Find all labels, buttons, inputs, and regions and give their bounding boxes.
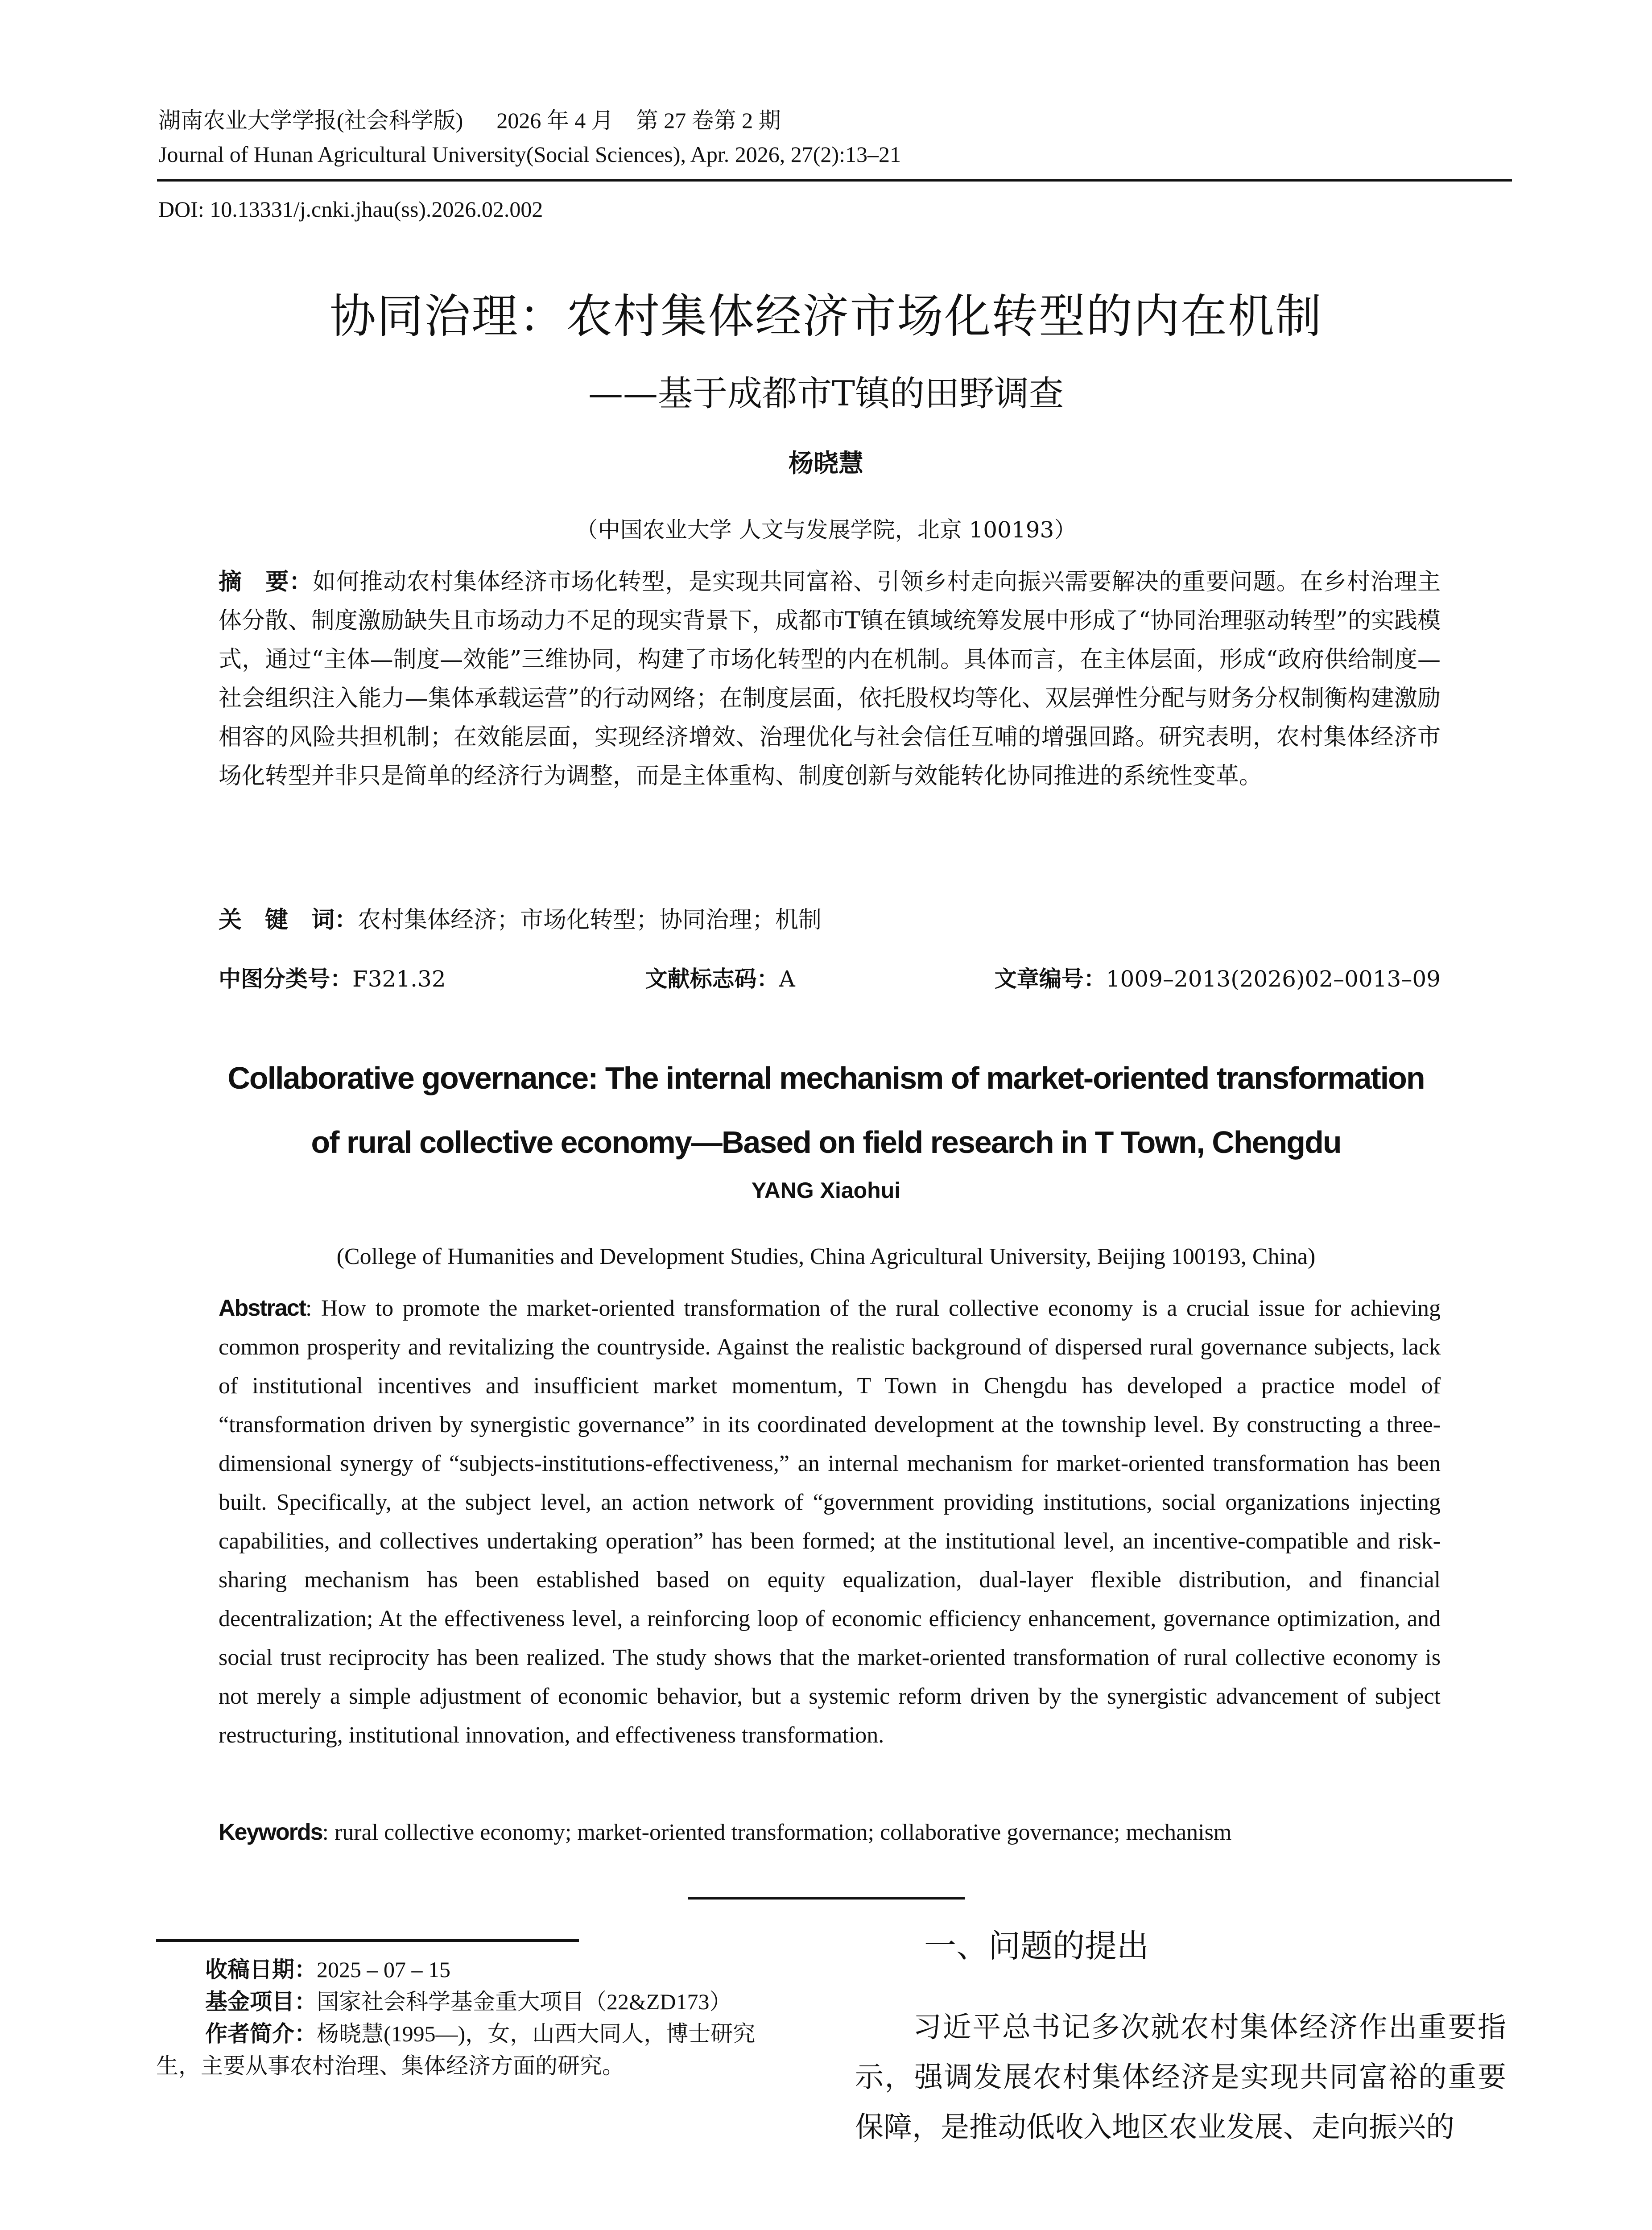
doi: DOI: 10.13331/j.cnki.jhau(ss).2026.02.002 [158, 197, 543, 222]
clc [219, 961, 446, 993]
abstract-en-label: Abstract [219, 1295, 306, 1321]
abstract-cn [219, 563, 1441, 796]
author-cn: 杨晓慧 [789, 449, 863, 478]
volume-issue-cn: 第 27 卷第 2 期 [636, 108, 781, 133]
section-body: 习近平总书记多次就农村集体经济作出重要指示，强调发展农村集体经济是实现共同富裕的重要保障，是推动低收入地区农业发展、走向振兴的 [855, 2011, 1506, 2144]
footnote-bio [156, 2018, 798, 2082]
abstract-cn-label: 摘 要： [219, 569, 313, 595]
keywords-en-text: : rural collective economy; market-oriented transformation; collaborative governance; mechanism [322, 1820, 1232, 1845]
affiliation-en: (College of Humanities and Development Studies, China Agricultural University, Beijing 100193, China) [336, 1244, 1316, 1269]
journal-header-cn [158, 107, 781, 134]
bio-label: 作者简介： [205, 2021, 317, 2047]
bio-value: 杨晓慧(1995—)，女，山西大同人，博士研究生，主要从事农村治理、集体经济方面的研究。 [156, 2021, 756, 2078]
abstract-cn-text: 如何推动农村集体经济市场化转型，是实现共同富裕、引领乡村走向振兴需要解决的重要问题。在乡村治理主体分散、制度激励缺失且市场动力不足的现实背景下，成都市T镇在镇域统筹发展中形成了“协同治理驱动转型”的实践模式，通过“主体—制度—效能”三维协同，构建了市场化转型的内在机制。具体而言，在主体层面，形成“政府供给制度—社会组织注入能力—集体承载运营”的行动网络；在制度层面，依托股权均等化、双层弹性分配与财务分权制衡构建激励相容的风险共担机制；在效能层面，实现经济增效、治理优化与社会信任互哺的增强回路。研究表明，农村集体经济市场化转型并非只是简单的经济行为调整，而是主体重构、制度创新与效能转化协同推进的系统性变革。 [219, 569, 1441, 789]
footnote-received [156, 1953, 798, 1986]
subtitle-cn: ——基于成都市T镇的田野调查 [588, 374, 1064, 414]
issue-date-cn: 2026 年 4 月 [496, 108, 614, 133]
abstract-en [219, 1289, 1441, 1755]
affiliation-cn: （中国农业大学 人文与发展学院，北京 100193） [575, 517, 1077, 543]
doc-code-label: 文献标志码： [645, 966, 779, 992]
journal-header-en: Journal of Hunan Agricultural University(Social Sciences), Apr. 2026, 27(2):13–21 [158, 142, 901, 167]
keywords-cn-text: 农村集体经济；市场化转型；协同治理；机制 [358, 907, 822, 933]
clc-label: 中图分类号： [219, 966, 352, 992]
keywords-en-label: Keywords [219, 1819, 322, 1845]
title-en-line1: Collaborative governance: The internal mechanism of market-oriented transformation [227, 1061, 1425, 1095]
doc-code-value: A [779, 966, 795, 992]
article-no-value: 1009–2013(2026)02–0013–09 [1106, 966, 1441, 992]
article-no-label: 文章编号： [994, 966, 1106, 992]
keywords-en [219, 1819, 1231, 1846]
received-value: 2025 – 07 – 15 [317, 1957, 450, 1982]
footnote-rule [156, 1939, 579, 1942]
title-en [0, 1046, 1652, 1174]
classification-row [219, 961, 1441, 993]
section-heading: 一、问题的提出 [924, 1927, 1149, 1965]
fund-label: 基金项目： [205, 1989, 317, 2015]
abstract-en-text: : How to promote the market-oriented transformation of the rural collective economy is a crucial issue for achieving common prosperity and revitalizing the countryside. Against the realistic background of dispersed rural governance subjects, lack of institutional incentives and insufficient market momentum, T Town in Chengdu has developed a practice model of “transformation driven by synergistic governance” in its coordinated development at the township level. By constructing a three-dimensional synergy of “subjects-institutions-effectiveness,” an internal mechanism for market-oriented transformation has been built. Specifically, at the subject level, an action network of “government providing institutions, social organizations injecting capabilities, and collectives undertaking operation” has been formed; at the institutional level, an incentive-compatible and risk-sharing mechanism has been established based on equity equalization, dual-layer flexible distribution, and financial decentralization; At the effectiveness level, a reinforcing loop of economic efficiency enhancement, governance optimization, and social trust reciprocity has been realized. The study shows that the market-oriented transformation of rural collective economy is not merely a simple adjustment of economic behavior, but a systemic reform driven by the synergistic advancement of subject restructuring, institutional innovation, and effectiveness transformation. [219, 1296, 1441, 1748]
clc-value: F321.32 [352, 966, 446, 992]
article-no [995, 961, 1441, 993]
title-en-line2: of rural collective economy—Based on field research in T Town, Chengdu [311, 1125, 1341, 1160]
author-en: YANG Xiaohui [751, 1178, 901, 1203]
received-label: 收稿日期： [205, 1957, 317, 1982]
section-separator [688, 1897, 965, 1900]
keywords-cn [219, 901, 822, 934]
footnote-fund [156, 1986, 798, 2018]
title-cn: 协同治理：农村集体经济市场化转型的内在机制 [329, 289, 1322, 343]
doc-code [645, 961, 795, 993]
footnotes [156, 1953, 798, 2082]
header-rule [157, 179, 1512, 182]
keywords-cn-label: 关 键 词： [219, 907, 358, 933]
journal-name-cn: 湖南农业大学学报(社会科学版) [158, 108, 463, 133]
fund-value: 国家社会科学基金重大项目（22&ZD173） [317, 1989, 732, 2014]
